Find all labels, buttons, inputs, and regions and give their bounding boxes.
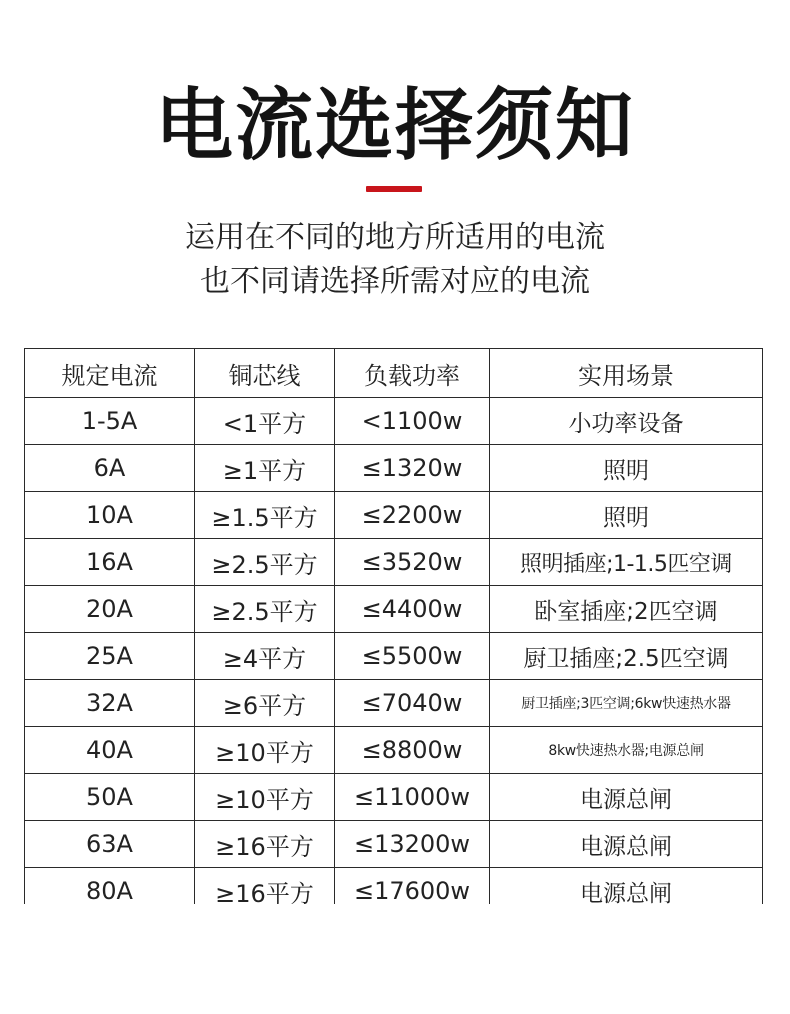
cell-current: 63A [25,821,195,868]
cell-scene: 照明 [490,492,763,539]
cell-wire: ≥16平方 [195,868,335,905]
cell-wire: ≥10平方 [195,774,335,821]
cell-wire: ≥4平方 [195,633,335,680]
cell-wire: ≥2.5平方 [195,539,335,586]
table-row [25,727,763,774]
page-title: 电流选择须知 [154,81,635,171]
cell-wire: ≥6平方 [195,680,335,727]
cell-current: 40A [25,727,195,774]
cell-wire: ≥1.5平方 [195,492,335,539]
subtitle-line-2: 也不同请选择所需对应的电流 [200,264,590,299]
cell-scene: 厨卫插座;3匹空调;6kw快速热水器 [490,680,763,727]
header-load-power: 负载功率 [335,349,490,398]
cell-wire: ≥1平方 [195,445,335,492]
table-row [25,586,763,633]
cell-scene: 小功率设备 [490,398,763,445]
cell-scene: 电源总闸 [490,821,763,868]
cell-power: ≤13200w [335,821,490,868]
cell-power: ≤1320w [335,445,490,492]
current-selection-table [24,348,764,904]
cell-power: ≤4400w [335,586,490,633]
subtitle-line-1: 运用在不同的地方所适用的电流 [185,220,605,255]
cell-scene: 卧室插座;2匹空调 [490,586,763,633]
table-row [25,633,763,680]
cell-wire: ≥10平方 [195,727,335,774]
header-usage-scene: 实用场景 [490,349,763,398]
cell-scene: 电源总闸 [490,868,763,905]
cell-current: 50A [25,774,195,821]
cell-scene: 厨卫插座;2.5匹空调 [490,633,763,680]
table-row [25,680,763,727]
cell-wire: ≥2.5平方 [195,586,335,633]
cell-power: ≤8800w [335,727,490,774]
cell-current: 1-5A [25,398,195,445]
cell-power: ≤11000w [335,774,490,821]
cell-scene: 8kw快速热水器;电源总闸 [490,727,763,774]
table-row [25,774,763,821]
cell-scene: 照明 [490,445,763,492]
cell-current: 20A [25,586,195,633]
title-accent-bar [366,186,422,192]
cell-current: 10A [25,492,195,539]
cell-current: 80A [25,868,195,905]
cell-power: ≤17600w [335,868,490,905]
cell-current: 16A [25,539,195,586]
cell-scene: 电源总闸 [490,774,763,821]
header-copper-wire: 铜芯线 [195,349,335,398]
table-row [25,492,763,539]
table-row [25,398,763,445]
cell-wire: ≥16平方 [195,821,335,868]
spec-table [24,348,763,904]
cell-power: ≤2200w [335,492,490,539]
table-row [25,868,763,905]
table-row [25,821,763,868]
cell-current: 6A [25,445,195,492]
cell-power: ≤5500w [335,633,490,680]
header-current: 规定电流 [25,349,195,398]
cell-power: ≤7040w [335,680,490,727]
table-row [25,445,763,492]
table-header-row [25,349,763,398]
cell-current: 25A [25,633,195,680]
table-row [25,539,763,586]
cell-power: ≤3520w [335,539,490,586]
cell-current: 32A [25,680,195,727]
cell-power: <1100w [335,398,490,445]
cell-wire: <1平方 [195,398,335,445]
cell-scene: 照明插座;1-1.5匹空调 [490,539,763,586]
